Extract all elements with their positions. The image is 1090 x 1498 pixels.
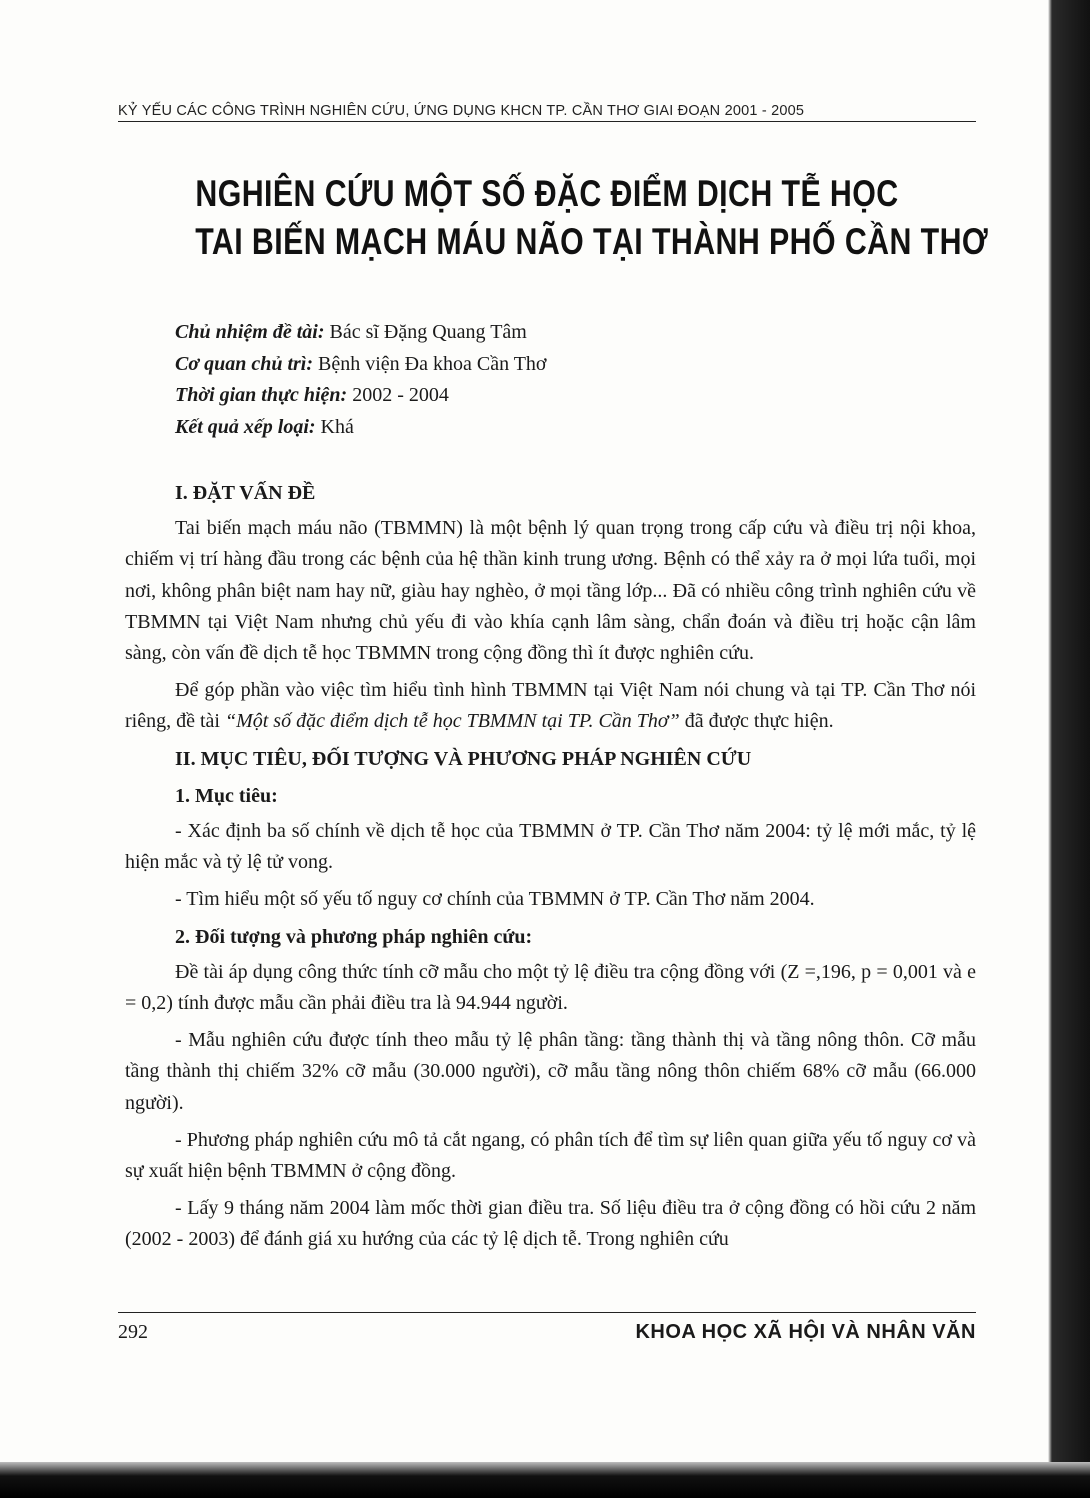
- subsection-1-heading: 1. Mục tiêu:: [175, 784, 278, 807]
- subsection-1-paragraph-1: - Xác định ba số chính về dịch tễ học của TBMMN ở TP. Cần Thơ năm 2004: tỷ lệ mới mắc, tỷ lệ hiện mắc và tỷ lệ tử vong.: [125, 820, 976, 874]
- project-title-quote: “Một số đặc điểm dịch tễ học TBMMN tại TP. Cần Thơ”: [224, 710, 680, 733]
- project-meta: [175, 317, 875, 443]
- subsection-2-paragraph-4: - Lấy 9 tháng năm 2004 làm mốc thời gian điều tra. Số liệu điều tra ở cộng đồng có hồi cứu 2 năm (2002 - 2003) để đánh giá xu hướng của các tỷ lệ dịch tễ. Trong nghiên cứu: [125, 1197, 976, 1251]
- subsection-2-paragraph-1: Đề tài áp dụng công thức tính cỡ mẫu cho một tỷ lệ điều tra cộng đồng với (Z =,196, p = 0,001 và e = 0,2) tính được mẫu cần phải điều tra là 94.944 người.: [125, 960, 976, 1015]
- paragraph-text: Để góp phần vào việc tìm hiểu tình hình TBMMN tại Việt Nam nói chung và tại TP. Cần Thơ nói riêng, đề tài: [125, 679, 976, 733]
- meta-period-label: Thời gian thực hiện:: [175, 384, 348, 406]
- subsection-1-paragraph-2: - Tìm hiểu một số yếu tố nguy cơ chính của TBMMN ở TP. Cần Thơ năm 2004.: [175, 888, 815, 911]
- subsection-2-paragraph-2: - Mẫu nghiên cứu được tính theo mẫu tỷ lệ phân tầng: tầng thành thị và tầng nông thôn. Cỡ mẫu tầng thành thị chiếm 32% cỡ mẫu (30.000 người), cỡ mẫu tầng nông thôn chiếm 68% cỡ mẫu (66.000 người).: [125, 1029, 976, 1114]
- title-line-1: NGHIÊN CỨU MỘT SỐ ĐẶC ĐIỂM DỊCH TỄ HỌC: [195, 173, 899, 214]
- meta-agency: [175, 349, 875, 381]
- section-2-heading: II. MỤC TIÊU, ĐỐI TƯỢNG VÀ PHƯƠNG PHÁP NGHIÊN CỨU: [175, 747, 752, 770]
- title-line-2: TAI BIẾN MẠCH MÁU NÃO TẠI THÀNH PHỐ CẦN THƠ: [195, 221, 989, 262]
- scan-edge-bottom: [0, 1462, 1090, 1498]
- meta-period: [175, 380, 875, 412]
- meta-leader: [175, 317, 875, 349]
- meta-leader-value: Bác sĩ Đặng Quang Tâm: [324, 321, 527, 343]
- meta-leader-label: Chủ nhiệm đề tài:: [175, 321, 325, 343]
- meta-result: [175, 412, 875, 444]
- page-title: [195, 170, 989, 266]
- running-header: KỶ YẾU CÁC CÔNG TRÌNH NGHIÊN CỨU, ỨNG DỤNG KHCN TP. CẦN THƠ GIAI ĐOẠN 2001 - 2005: [118, 103, 976, 122]
- meta-result-label: Kết quả xếp loại:: [175, 415, 316, 438]
- scan-edge-right: [1028, 0, 1090, 1498]
- section-1-paragraph-1: Tai biến mạch máu não (TBMMN) là một bệnh lý quan trọng trong cấp cứu và điều trị nội khoa, chiếm vị trí hàng đầu trong các bệnh của hệ thần kinh trung ương. Bệnh có thể xảy ra ở mọi lứa tuổi, mọi nơi, không phân biệt nam hay nữ, giàu hay nghèo, ở mọi tầng lớp... Đã có nhiều công trình nghiên cứu về TBMMN tại Việt Nam nhưng chủ yếu đi vào khía cạnh lâm sàng, chẩn đoán và điều trị hoặc cận lâm sàng, còn vấn đề dịch tễ học TBMMN trong cộng đồng thì ít được nghiên cứu.: [125, 517, 976, 665]
- subsection-2-heading: 2. Đối tượng và phương pháp nghiên cứu:: [175, 925, 533, 948]
- paragraph-text: đã được thực hiện.: [679, 710, 834, 733]
- page-footer: [118, 1312, 976, 1344]
- meta-agency-value: Bệnh viện Đa khoa Cần Thơ: [313, 352, 547, 375]
- article-body: [125, 478, 976, 1262]
- meta-period-value: 2002 - 2004: [347, 384, 449, 406]
- page-number: 292: [118, 1321, 148, 1343]
- subsection-2-paragraph-3: - Phương pháp nghiên cứu mô tả cắt ngang, có phân tích để tìm sự liên quan giữa yếu tố nguy cơ và sự xuất hiện bệnh TBMMN ở cộng đồng.: [125, 1128, 976, 1183]
- section-1-paragraph-2: [125, 675, 976, 737]
- section-1-heading: I. ĐẶT VẤN ĐỀ: [175, 482, 316, 504]
- meta-agency-label: Cơ quan chủ trì:: [175, 352, 313, 375]
- meta-result-value: Khá: [315, 415, 354, 438]
- footer-section-name: KHOA HỌC XÃ HỘI VÀ NHÂN VĂN: [635, 1321, 976, 1343]
